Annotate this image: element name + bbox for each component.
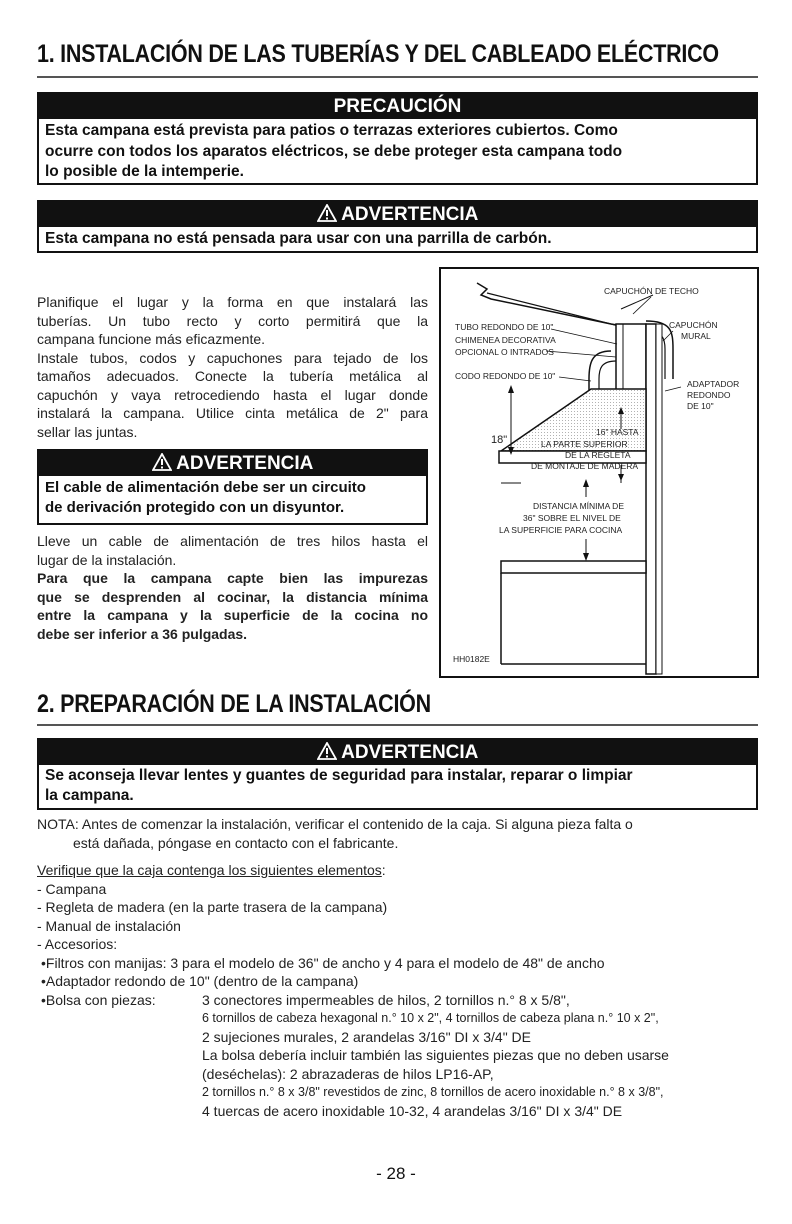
warning-line: Se aconseja llevar lentes y guantes de seguridad para instalar, reparar o limpiar <box>45 767 633 784</box>
warning-title: ADVERTENCIA <box>176 453 314 474</box>
note-line: está dañada, póngase en contacto con el fabricante. <box>73 834 399 851</box>
cable-line: lugar de la instalación. <box>37 551 177 568</box>
label-round-pipe: TUBO REDONDO DE 10" <box>455 322 554 332</box>
precaution-line: ocurre con todos los aparatos eléctricos, se debe proteger esta campana todo <box>45 142 623 160</box>
contents-heading: Verifique que la caja contenga los siguientes elementos <box>37 862 382 878</box>
cable-bold-line: debe ser inferior a 36 pulgadas. <box>37 625 248 642</box>
section-2-title: 2. PREPARACIÓN DE LA INSTALACIÓN <box>37 690 431 718</box>
cable-line: Lleve un cable de alimentación de tres hilos hasta el <box>37 533 428 549</box>
cable-bold-line: Para que la campana capte bien las impurezas <box>37 570 428 586</box>
intro-line: campana funcione más eficazmente. <box>37 331 266 347</box>
bag-line: 3 conectores impermeables de hilos, 2 tornillos n.° 8 x 5/8", <box>202 991 570 1008</box>
bag-label: •Bolsa con piezas: <box>41 991 156 1008</box>
label-chimney: CHIMENEA DECORATIVA <box>455 335 556 345</box>
figure-code: HH0182E <box>453 654 490 664</box>
note-paragraph <box>37 815 762 852</box>
label-min-distance: DISTANCIA MÍNIMA DE <box>533 501 624 511</box>
list-item: - Regleta de madera (en la parte trasera de la campana) <box>37 899 388 915</box>
label-adapter: ADAPTADOR <box>687 379 740 389</box>
label-18-inch: 18" <box>491 434 508 446</box>
precaution-line: lo posible de la intemperie. <box>45 163 244 180</box>
warning-triangle-icon <box>317 204 342 225</box>
label-min-distance: 36" SOBRE EL NIVEL DE <box>523 513 621 523</box>
list-item: - Campana <box>37 880 107 897</box>
warning-title: ADVERTENCIA <box>341 742 479 763</box>
intro-line: sellar las juntas. <box>37 423 138 440</box>
page-number: - 28 - <box>376 1164 416 1183</box>
warning-box-charcoal <box>37 200 758 253</box>
intro-line: capuchón y vaya retrocediendo hasta el lugar donde <box>37 386 428 403</box>
bag-line: 6 tornillos de cabeza hexagonal n.° 10 x 2", 4 tornillos de cabeza plana n.° 10 x 2", <box>202 1011 659 1025</box>
contents-list <box>37 861 762 1119</box>
bag-line: (deséchelas): 2 abrazaderas de hilos LP16-AP, <box>202 1065 494 1082</box>
warning-line: de derivación protegido con un disyuntor. <box>45 499 345 516</box>
cable-paragraph <box>37 532 428 643</box>
precaution-title: PRECAUCIÓN <box>39 94 756 119</box>
intro-line: tamaños adecuados. Conecte la tubería metálica al <box>37 368 428 384</box>
precaution-box <box>37 92 758 185</box>
bag-line: 2 sujeciones murales, 2 arandelas 3/16" DI x 3/4" DE <box>202 1028 531 1045</box>
label-min-distance: LA SUPERFICIE PARA COCINA <box>499 525 623 535</box>
bag-line: 2 tornillos n.° 8 x 3/8" revestidos de zinc, 8 tornillos de acero inoxidable n.° 8 x 3/8", <box>202 1085 664 1099</box>
label-wall-cap: MURAL <box>681 331 711 341</box>
bag-line: 4 tuercas de acero inoxidable 10-32, 4 arandelas 3/16" DI x 3/4" DE <box>202 1102 623 1119</box>
installation-diagram <box>439 267 759 678</box>
intro-line: Planifique el lugar y la forma en que instalará las <box>37 294 428 310</box>
label-adapter: REDONDO <box>687 390 731 400</box>
list-bullet: •Adaptador redondo de 10" (dentro de la campana) <box>41 973 359 989</box>
label-strip: DE LA REGLETA <box>565 450 631 460</box>
warning-triangle-icon <box>152 453 177 474</box>
warning-triangle-icon <box>317 742 342 763</box>
cable-bold-line: que se desprenden al cocinar, la distancia mínima <box>37 588 428 605</box>
warning-line: El cable de alimentación debe ser un circuito <box>45 479 366 496</box>
label-16-inch: 16" HASTA <box>596 427 639 437</box>
section-1-title: 1. INSTALACIÓN DE LAS TUBERÍAS Y DEL CABLEADO ELÉCTRICO <box>37 40 719 68</box>
label-chimney: OPCIONAL O INTRADOS <box>455 347 554 357</box>
warning-title: ADVERTENCIA <box>341 204 479 225</box>
list-item: - Manual de instalación <box>37 917 181 934</box>
label-roof-cap: CAPUCHÓN DE TECHO <box>604 286 699 296</box>
warning-text: Esta campana no está pensada para usar con una parrilla de carbón. <box>45 230 552 247</box>
warning-line: la campana. <box>45 787 134 804</box>
warning-box-safety <box>37 738 758 810</box>
label-elbow: CODO REDONDO DE 10" <box>455 371 556 381</box>
divider <box>37 76 758 78</box>
list-bullet: •Filtros con manijas: 3 para el modelo de 36" de ancho y 4 para el modelo de 48" de ancho <box>41 954 605 971</box>
warning-box-circuit <box>37 449 428 525</box>
intro-paragraph <box>37 293 428 441</box>
label-adapter: DE 10" <box>687 401 714 411</box>
label-wall-cap: CAPUCHÓN <box>669 320 718 330</box>
label-strip: DE MONTAJE DE MADERA <box>531 461 639 471</box>
cable-bold-line: entre la campana y la superficie de la cocina no <box>37 607 428 623</box>
note-line: NOTA: Antes de comenzar la instalación, verificar el contenido de la caja. Si alguna pieza falta o <box>37 816 633 832</box>
contents-heading-colon: : <box>381 862 386 878</box>
divider <box>37 724 758 726</box>
bag-line: La bolsa debería incluir también las siguientes piezas que no deben usarse <box>202 1047 669 1063</box>
label-strip: LA PARTE SUPERIOR <box>541 439 628 449</box>
intro-line: tuberías. Un tubo recto y corto permitirá que la <box>37 312 428 329</box>
list-item: - Accesorios: <box>37 936 118 952</box>
precaution-line: Esta campana está prevista para patios o terrazas exteriores cubiertos. Como <box>45 122 618 139</box>
intro-line: Instale tubos, codos y capuchones para tejado de los <box>37 349 428 366</box>
intro-line: instalará la campana. Utilice cinta metálica de 2" para <box>37 405 428 421</box>
